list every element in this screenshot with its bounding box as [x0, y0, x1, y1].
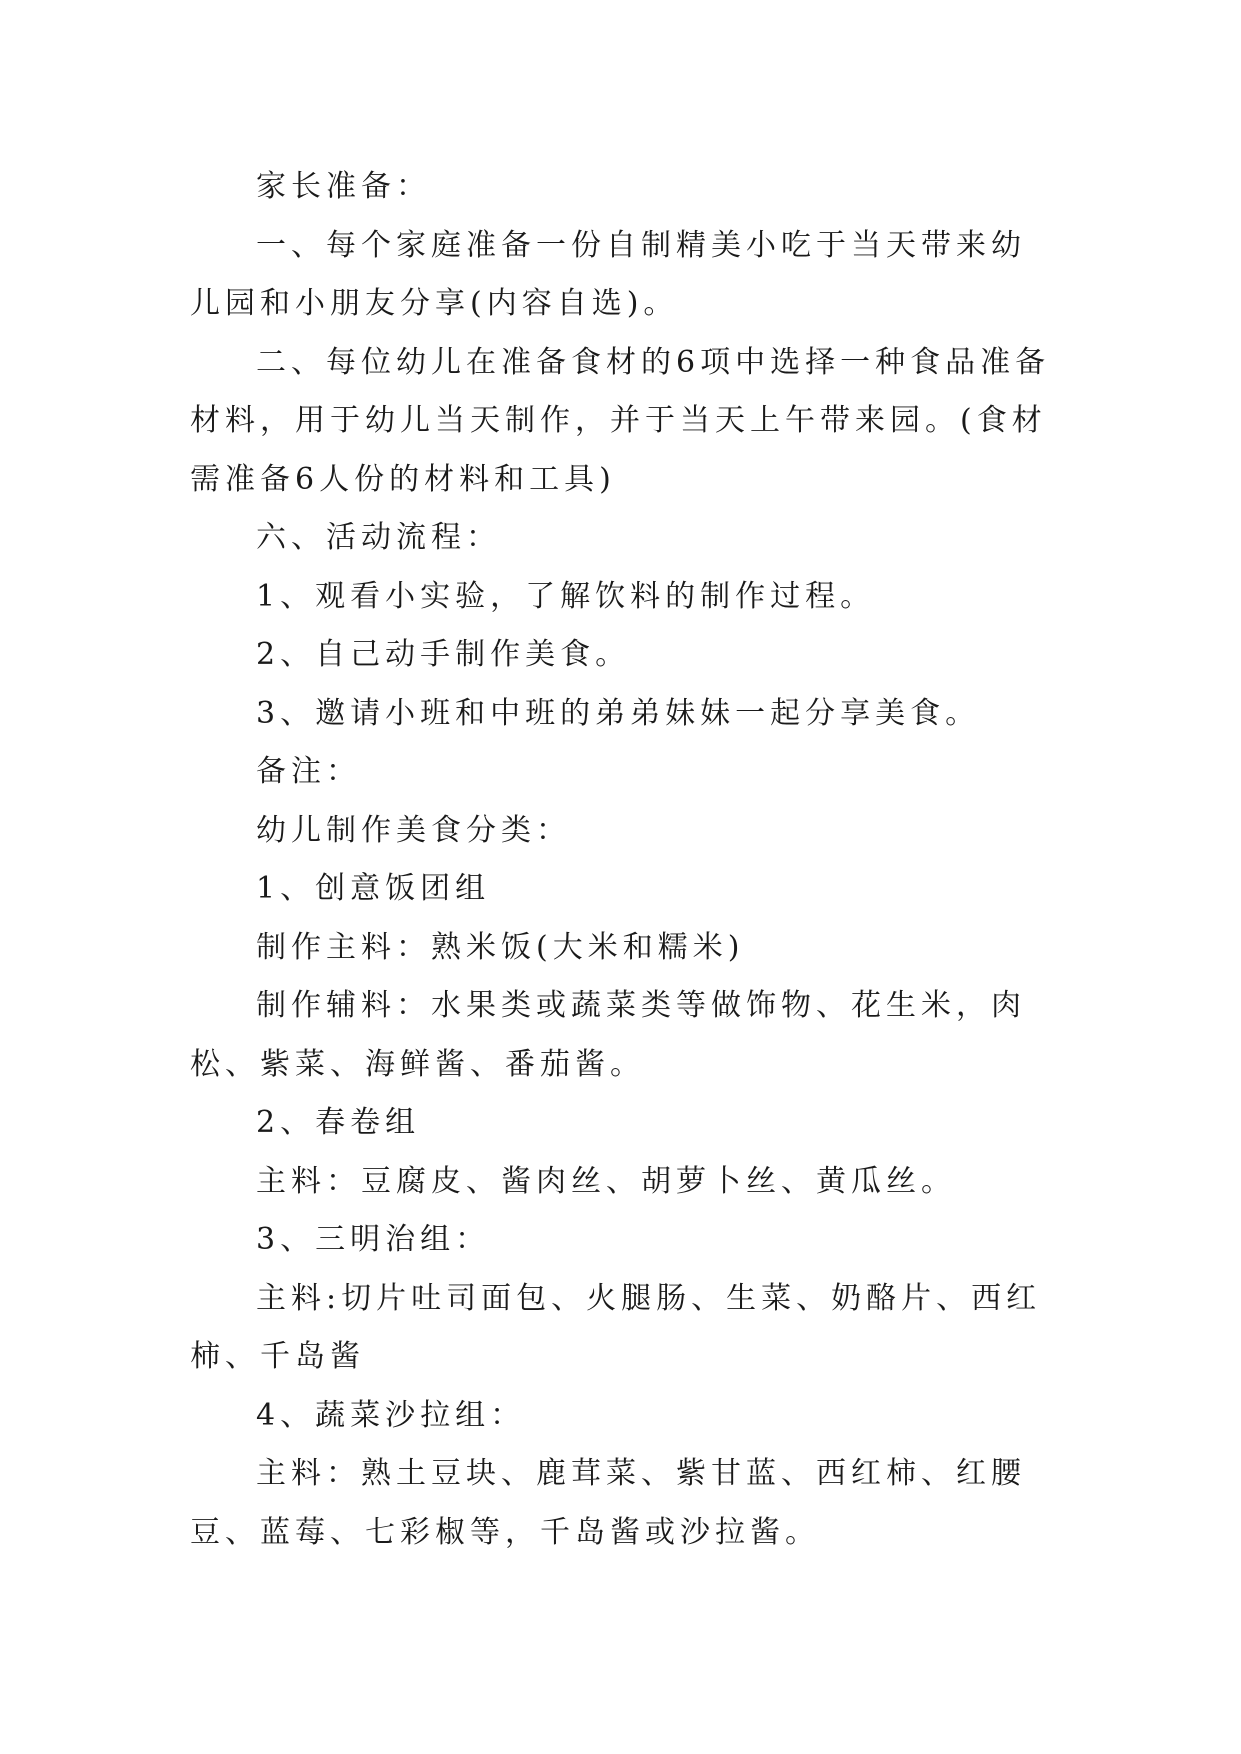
- paragraph-group-2-title: 2、春卷组: [256, 1105, 421, 1140]
- paragraph-activity-flow-heading: 六、活动流程：: [256, 520, 501, 555]
- paragraph-group-1-title: 1、创意饭团组: [256, 871, 491, 906]
- paragraph-group-2-main: 主料：豆腐皮、酱肉丝、胡萝卜丝、黄瓜丝。: [256, 1163, 956, 1199]
- paragraph-parent-prep-item-1: 一、每个家庭准备一份自制精美小吃于当天带来幼儿园和小朋友分享(内容自选)。: [190, 227, 1026, 321]
- paragraph-group-1-aux: 制作辅料：水果类或蔬菜类等做饰物、花生米，肉松、紫菜、海鲜酱、番茄酱。: [190, 988, 1026, 1082]
- paragraph-group-3-main: 主料:切片吐司面包、火腿肠、生菜、奶酪片、西红柿、千岛酱: [190, 1280, 1042, 1374]
- paragraph-flow-step-2: 2、自己动手制作美食。: [256, 637, 631, 672]
- paragraph-food-categories-heading: 幼儿制作美食分类：: [256, 812, 571, 848]
- paragraph-notes-heading: 备注：: [256, 754, 361, 789]
- paragraph-parent-prep-heading: 家长准备：: [256, 169, 431, 204]
- paragraph-group-1-main: 制作主料：熟米饭(大米和糯米): [256, 929, 745, 965]
- paragraph-group-4-title: 4、蔬菜沙拉组：: [256, 1397, 526, 1433]
- paragraph-flow-step-1: 1、观看小实验，了解饮料的制作过程。: [256, 578, 876, 614]
- paragraph-flow-step-3: 3、邀请小班和中班的弟弟妹妹一起分享美食。: [256, 695, 981, 731]
- paragraph-parent-prep-item-2: 二、每位幼儿在准备食材的6项中选择一种食品准备材料，用于幼儿当天制作，并于当天上午带来园。(食材需准备6人份的材料和工具): [190, 344, 1051, 497]
- paragraph-group-4-main: 主料：熟土豆块、鹿茸菜、紫甘蓝、西红柿、红腰豆、蓝莓、七彩椒等，千岛酱或沙拉酱。: [190, 1456, 1026, 1550]
- document-body: [190, 158, 1055, 1562]
- paragraph-group-3-title: 3、三明治组：: [256, 1222, 491, 1257]
